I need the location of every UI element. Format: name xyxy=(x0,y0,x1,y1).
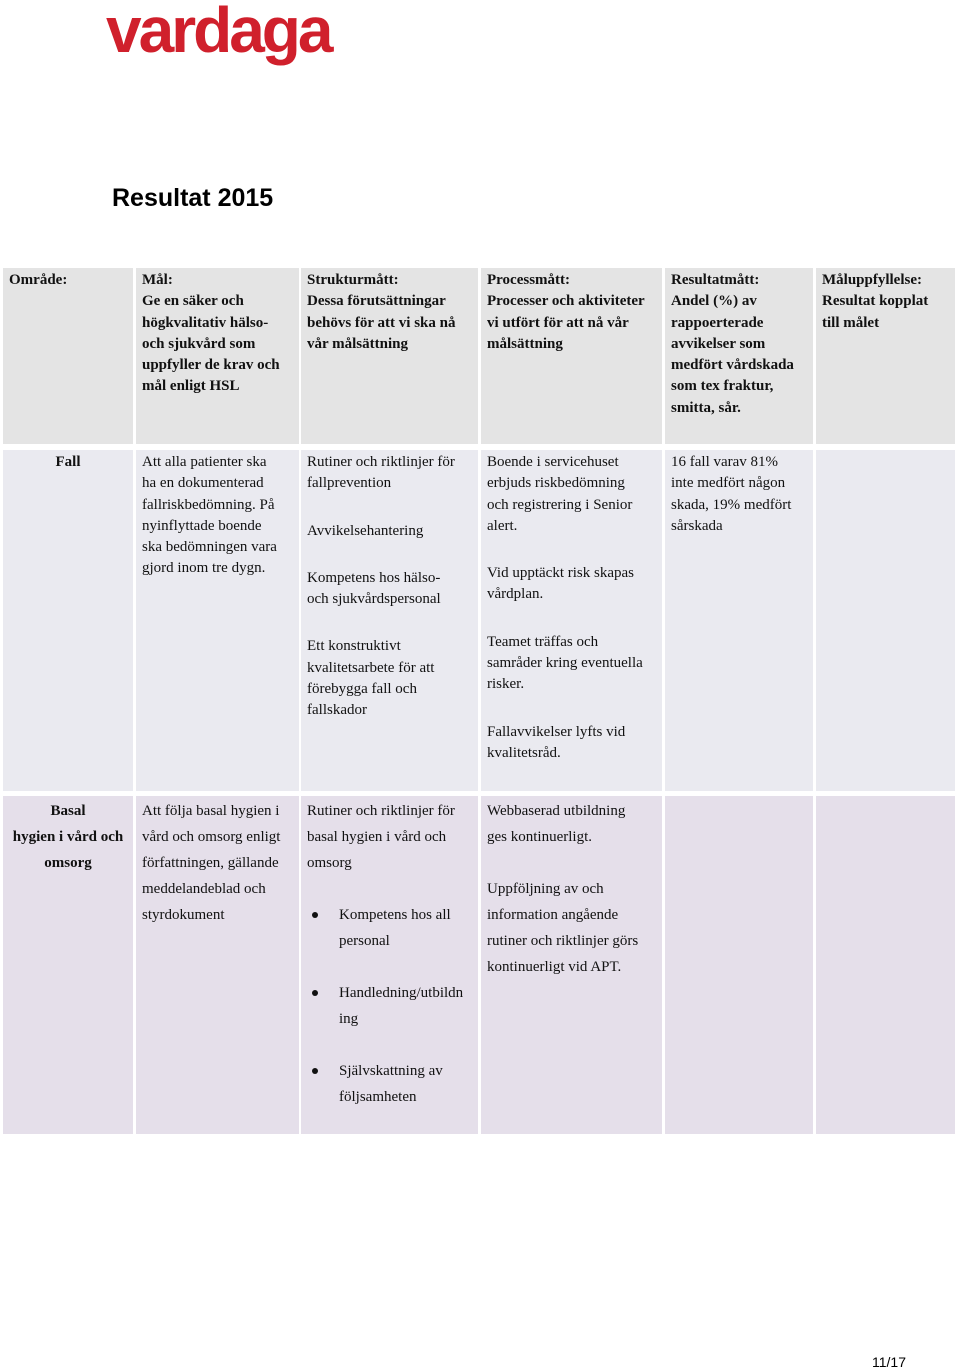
basal-process-line: Uppföljning av och xyxy=(487,881,604,897)
fall-goal-line: nyinflyttade boende xyxy=(142,517,262,534)
fall-goal-line: Att alla patienter ska xyxy=(142,454,267,470)
list-item-line: personal xyxy=(339,933,390,949)
fall-structure-line: och sjukvårdspersonal xyxy=(307,591,441,608)
header-resultat-line: rappoerterade xyxy=(671,314,764,331)
header-resultat-line: smitta, sår. xyxy=(671,399,741,416)
fall-goal-line: ha en dokumenterad xyxy=(142,475,264,492)
header-process-line: vi utfört för att nå vår xyxy=(487,314,629,331)
header-process-line: Processer och aktiviteter xyxy=(487,293,645,310)
basal-area-line: omsorg xyxy=(44,855,92,871)
fall-process-line: Fallavvikelser lyfts vid xyxy=(487,723,626,740)
header-maluppfyllelse-line: Resultat kopplat xyxy=(822,293,929,310)
fall-goal xyxy=(136,450,299,791)
fall-process-line: Teamet träffas och xyxy=(487,633,599,650)
fall-structure-line: Kompetens hos hälso- xyxy=(307,569,441,586)
header-process-line: Processmått: xyxy=(487,272,571,288)
basal-goal-line: författningen, gällande xyxy=(142,855,279,871)
basal-process-line: ges kontinuerligt. xyxy=(487,829,592,845)
fall-fulfillment xyxy=(816,450,955,791)
list-item xyxy=(339,902,472,954)
fall-structure-line: förebygga fall och xyxy=(307,681,417,698)
fall-goal-line: fallriskbedömning. På xyxy=(142,496,275,513)
list-item-line: Självskattning av xyxy=(339,1063,443,1079)
header-struktur-line: behövs för att vi ska nå xyxy=(307,314,456,331)
fall-result xyxy=(665,450,813,791)
basal-area-line: Basal xyxy=(50,803,86,819)
fall-structure-line: Rutiner och riktlinjer för xyxy=(307,454,455,470)
header-resultat-line: avvikelser som xyxy=(671,335,766,352)
basal-goal-line: meddelandeblad och xyxy=(142,881,266,897)
list-item-line: Kompetens hos all xyxy=(339,907,451,923)
basal-goal xyxy=(136,796,299,1134)
page-number: 11/17 xyxy=(872,1354,906,1370)
basal-structure xyxy=(301,796,478,1134)
fall-process-p3 xyxy=(487,632,656,696)
fall-process-p1 xyxy=(487,452,656,537)
fall-structure-line: fallprevention xyxy=(307,475,392,492)
fall-process-line: risker. xyxy=(487,676,525,693)
fall-result-line: sårskada xyxy=(671,517,723,534)
header-struktur-line: Strukturmått: xyxy=(307,272,399,288)
basal-goal-line: styrdokument xyxy=(142,907,225,923)
vardaga-logo xyxy=(106,2,366,74)
list-item xyxy=(339,1058,472,1110)
basal-goal-line: Att följa basal hygien i xyxy=(142,803,280,819)
fall-structure-p2 xyxy=(307,521,472,542)
fall-process-line: kvalitetsråd. xyxy=(487,744,561,761)
fall-structure-p4 xyxy=(307,636,472,721)
fall-result-line: 16 fall varav 81% xyxy=(671,454,779,470)
fall-result-line: inte medfört någon xyxy=(671,475,786,492)
fall-structure-line: Avvikelsehantering xyxy=(307,522,424,539)
header-mal-line: högkvalitativ hälso- xyxy=(142,314,269,331)
header-mal-line: och sjukvård som xyxy=(142,335,256,352)
header-struktur xyxy=(301,268,478,444)
list-item-line: följsamheten xyxy=(339,1089,417,1105)
fall-goal-line: gjord inom tre dygn. xyxy=(142,560,266,577)
list-item-line: ing xyxy=(339,1011,359,1027)
fall-process-p4 xyxy=(487,722,656,765)
basal-result xyxy=(665,796,813,1134)
basal-fulfillment xyxy=(816,796,955,1134)
header-resultat-line: Andel (%) av xyxy=(671,293,757,310)
basal-goal-line: vård och omsorg enligt xyxy=(142,829,281,845)
basal-structure-line: basal hygien i vård och xyxy=(307,829,447,845)
fall-structure xyxy=(301,450,478,791)
header-struktur-line: vår målsättning xyxy=(307,335,408,352)
header-resultat-line: medfört vårdskada xyxy=(671,357,794,374)
header-resultat xyxy=(665,268,813,444)
header-mal-line: mål enligt HSL xyxy=(142,378,240,395)
fall-goal-line: ska bedömningen vara xyxy=(142,539,277,556)
page-title: Resultat 2015 xyxy=(112,184,274,212)
header-maluppfyllelse xyxy=(816,268,955,444)
fall-process-line: alert. xyxy=(487,517,518,534)
basal-process-p1 xyxy=(487,798,656,850)
basal-process-p2 xyxy=(487,876,656,980)
basal-area-line: hygien i vård och xyxy=(12,829,124,845)
fall-area xyxy=(3,450,133,791)
fall-process-line: vårdplan. xyxy=(487,586,544,603)
basal-structure-line: omsorg xyxy=(307,855,352,871)
basal-process-line: rutiner och riktlinjer görs xyxy=(487,933,639,949)
fall-process-line: och registrering i Senior xyxy=(487,496,633,513)
header-omrade-text: Område: xyxy=(9,272,68,288)
header-mal-line: Mål: xyxy=(142,272,173,288)
header-omrade xyxy=(3,268,133,444)
basal-area xyxy=(3,796,133,1134)
fall-process-line: Boende i servicehuset xyxy=(487,454,619,470)
fall-process-p2 xyxy=(487,563,656,606)
header-resultat-line: som tex fraktur, xyxy=(671,378,774,395)
fall-structure-line: fallskador xyxy=(307,702,367,719)
basal-process xyxy=(481,796,662,1134)
header-mal-line: uppfyller de krav och xyxy=(142,357,280,374)
fall-process-line: erbjuds riskbedömning xyxy=(487,475,625,492)
header-resultat-line: Resultatmått: xyxy=(671,272,760,288)
header-maluppfyllelse-line: Måluppfyllelse: xyxy=(822,272,922,288)
header-mal-line: Ge en säker och xyxy=(142,293,244,310)
fall-structure-p1 xyxy=(307,452,472,495)
fall-structure-line: Ett konstruktivt xyxy=(307,638,401,655)
fall-process-line: Vid upptäckt risk skapas xyxy=(487,565,634,582)
basal-structure-line: Rutiner och riktlinjer för xyxy=(307,803,455,819)
basal-process-line: information angående xyxy=(487,907,619,923)
basal-structure-list xyxy=(307,902,472,1110)
fall-area-text: Fall xyxy=(55,454,81,470)
basal-structure-intro xyxy=(307,798,472,876)
logo-wordmark: vardaga xyxy=(106,2,331,66)
header-process xyxy=(481,268,662,444)
fall-structure-p3 xyxy=(307,568,472,611)
fall-process-line: samråder kring eventuella xyxy=(487,655,643,672)
fall-process xyxy=(481,450,662,791)
fall-result-line: skada, 19% medfört xyxy=(671,496,792,513)
header-maluppfyllelse-line: till målet xyxy=(822,314,880,331)
header-mal xyxy=(136,268,299,444)
list-item-line: Handledning/utbildn xyxy=(339,985,464,1001)
fall-structure-line: kvalitetsarbete för att xyxy=(307,659,435,676)
basal-process-line: Webbaserad utbildning xyxy=(487,803,626,819)
list-item xyxy=(339,980,472,1032)
header-struktur-line: Dessa förutsättningar xyxy=(307,293,446,310)
basal-process-line: kontinuerligt vid APT. xyxy=(487,959,622,975)
header-process-line: målsättning xyxy=(487,335,563,352)
